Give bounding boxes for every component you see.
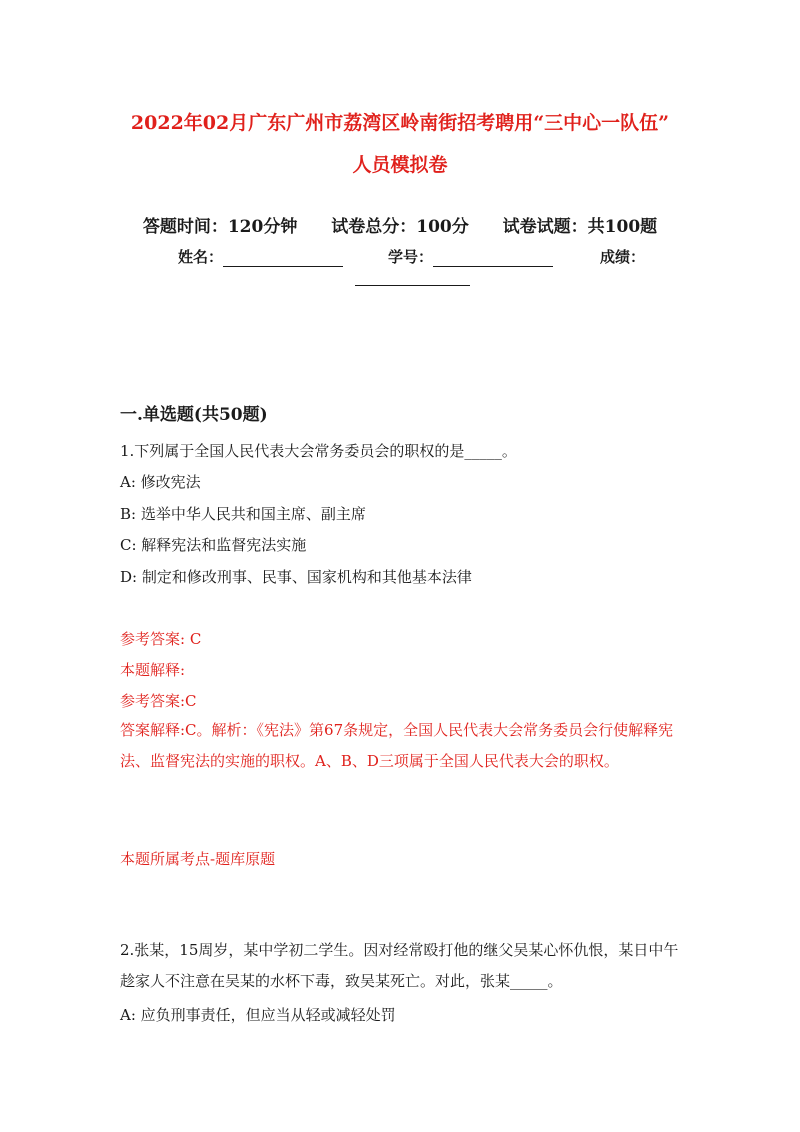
score-blank <box>355 285 470 286</box>
score-label: 成绩： <box>600 248 646 266</box>
q1-ref-answer-2: 参考答案:C <box>120 692 197 710</box>
q2-option-a: A: 应负刑事责任，但应当从轻或减轻处罚 <box>120 1006 396 1024</box>
score-field <box>600 246 645 267</box>
q1-explanation: 答案解释:C。解析：《宪法》第67条规定，全国人民代表大会常务委员会行使解释宪法、监督宪法的实施的职权。A、B、D三项属于全国人民代表大会的职权。 <box>120 721 674 770</box>
section-title: 一.单选题(共50题) <box>120 405 268 425</box>
q1-ref-answer: 参考答案: C <box>120 630 202 648</box>
q1-option-c: C: 解释宪法和监督宪法实施 <box>120 536 307 554</box>
q1-option-b: B: 选举中华人民共和国主席、副主席 <box>120 505 366 523</box>
exam-meta <box>0 212 800 237</box>
exam-title-line2: 人员模拟卷 <box>352 154 448 176</box>
exam-title-line1: 2022年02月广东广州市荔湾区岭南街招考聘用“三中心一队伍” <box>130 112 670 134</box>
q1-option-a: A: 修改宪法 <box>120 473 201 491</box>
id-field <box>388 246 553 267</box>
q2-stem: 2.张某，15周岁，某中学初二学生。因对经常殴打他的继父吴某心怀仇恨，某日中午趁家人不注意在吴某的水杯下毒，致吴某死亡。对此，张某_____。 <box>120 941 679 990</box>
id-blank <box>433 251 553 267</box>
name-field <box>178 246 343 267</box>
q1-explain-label: 本题解释: <box>120 661 186 679</box>
exam-time: 答题时间：120分钟 <box>142 217 298 237</box>
q1-stem: 1.下列属于全国人民代表大会常务委员会的职权的是_____。 <box>120 442 517 460</box>
q1-option-d: D: 制定和修改刑事、民事、国家机构和其他基本法律 <box>120 568 472 586</box>
exam-total-questions: 试卷试题：共100题 <box>502 217 658 237</box>
name-label: 姓名： <box>178 248 224 266</box>
exam-total-score: 试卷总分：100分 <box>331 217 469 237</box>
id-label: 学号： <box>388 248 434 266</box>
q1-source: 本题所属考点-题库原题 <box>120 850 276 868</box>
name-blank <box>223 251 343 267</box>
